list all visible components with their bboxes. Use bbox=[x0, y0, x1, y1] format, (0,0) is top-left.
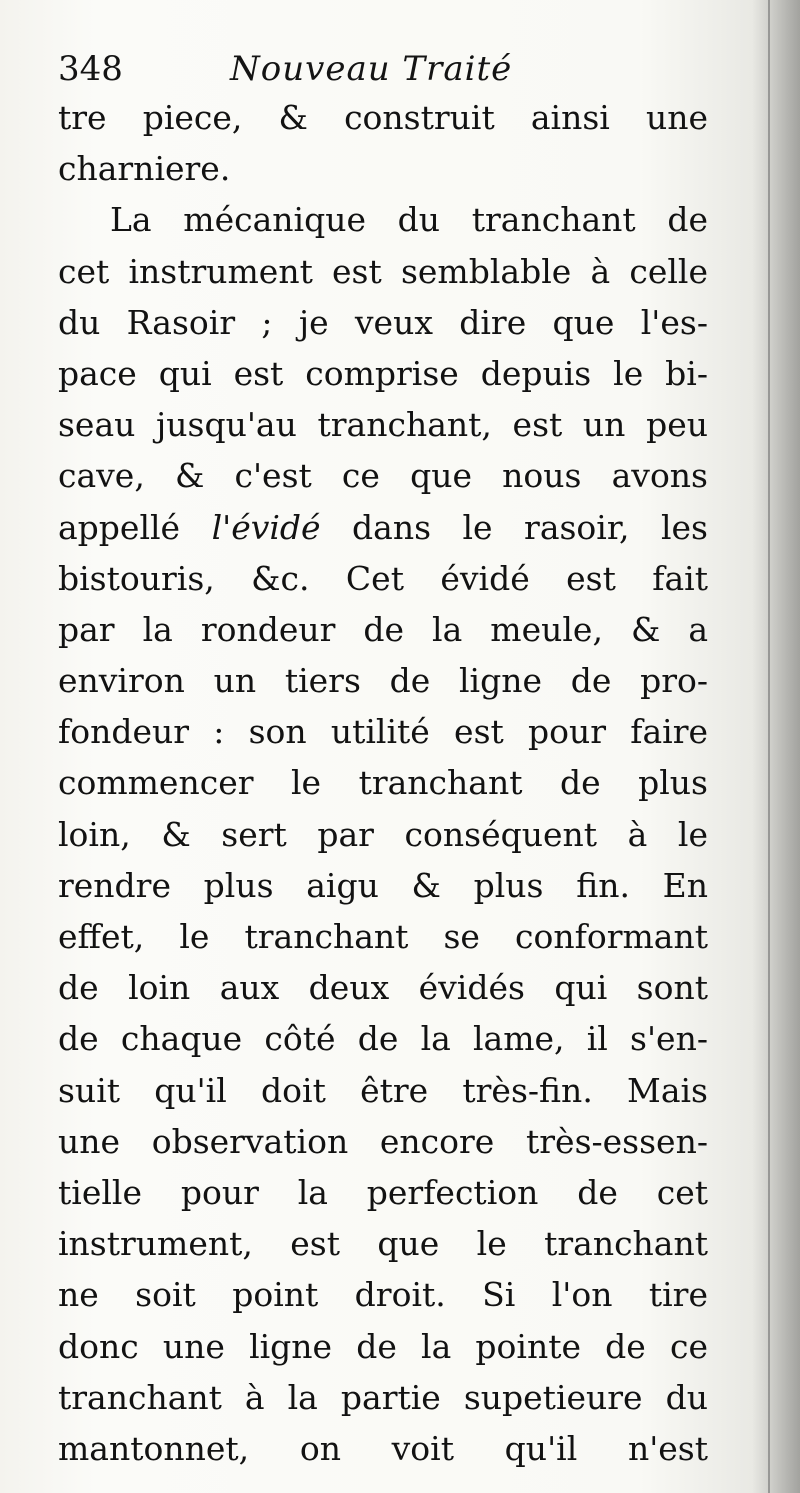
line-text-before-italic: appellé bbox=[58, 507, 212, 547]
text-line: mantonnet, on voit qu'il n'est bbox=[58, 1428, 708, 1468]
text-line: du Rasoir ; je veux dire que l'es- bbox=[58, 302, 708, 342]
text-line: charniere. bbox=[58, 149, 231, 189]
text-line: instrument, est que le tranchant bbox=[58, 1224, 708, 1264]
text-line: effet, le tranchant se conformant bbox=[58, 917, 708, 956]
text-line: loin, & sert par conséquent à le bbox=[58, 814, 708, 854]
line-text-after-italic: dans le rasoir, les bbox=[320, 507, 708, 547]
page-number: 348 bbox=[58, 49, 123, 89]
running-head bbox=[58, 44, 698, 94]
text-line: de chaque côté de la lame, il s'en- bbox=[58, 1019, 708, 1059]
text-line: pace qui est comprise depuis le bi- bbox=[58, 353, 708, 393]
text-line: une observation encore très-essen- bbox=[58, 1121, 708, 1161]
text-line: tranchant à la partie supetieure du bbox=[58, 1377, 708, 1417]
text-line: donc une ligne de la pointe de ce bbox=[58, 1326, 708, 1366]
text-line bbox=[58, 502, 708, 553]
text-line: La mécanique du tranchant de bbox=[110, 200, 708, 240]
text-line: seau jusqu'au tranchant, est un peu bbox=[58, 405, 708, 445]
text-line: environ un tiers de ligne de pro- bbox=[58, 661, 708, 701]
text-line: cave, & c'est ce que nous avons bbox=[58, 456, 708, 496]
text-line: commencer le tranchant de plus bbox=[58, 763, 708, 803]
text-line: suit qu'il doit être très-fin. Mais bbox=[58, 1070, 708, 1110]
running-title: Nouveau Traité bbox=[230, 49, 513, 89]
italic-term: l'évidé bbox=[211, 507, 321, 547]
text-line: ne soit point droit. Si l'on tire bbox=[58, 1275, 708, 1315]
text-line: tre piece, & construit ainsi une bbox=[58, 98, 708, 137]
text-line: fondeur : son utilité est pour faire bbox=[58, 712, 708, 752]
text-line: cet instrument est semblable à celle bbox=[58, 251, 708, 291]
page-gutter-shadow bbox=[752, 0, 800, 1493]
text-line: de loin aux deux évidés qui sont bbox=[58, 968, 708, 1008]
text-line: bistouris, &c. Cet évidé est fait bbox=[58, 558, 708, 598]
text-line: tielle pour la perfection de cet bbox=[58, 1172, 708, 1212]
body-text bbox=[58, 92, 708, 1474]
text-line: rendre plus aigu & plus fin. En bbox=[58, 865, 708, 905]
text-line: par la rondeur de la meule, & a bbox=[58, 609, 708, 649]
page-edge bbox=[768, 0, 770, 1493]
